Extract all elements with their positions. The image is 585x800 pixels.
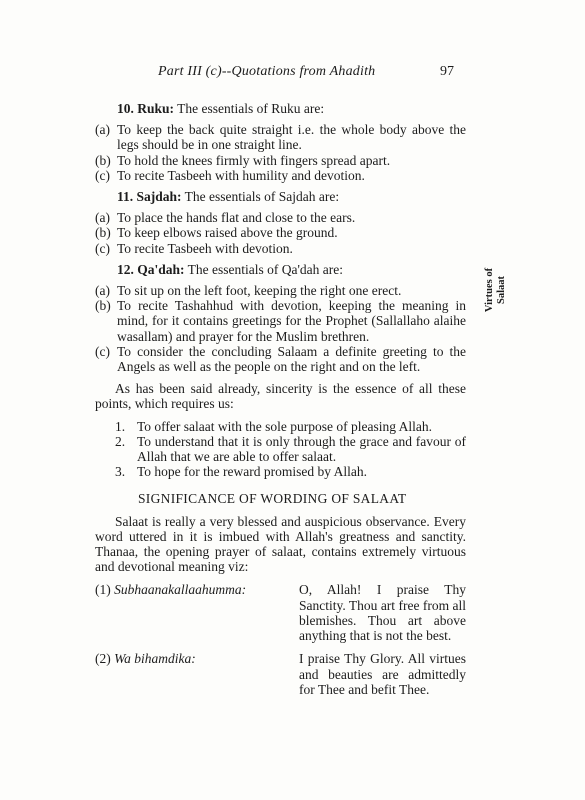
list-item-text: To keep the back quite straight i.e. the whole body above the legs should be in one straight line.: [117, 122, 466, 153]
list-item-text: To sit up on the left foot, keeping the right one erect.: [117, 283, 402, 299]
list-item-label: (c): [95, 343, 110, 359]
phrase-row: [95, 582, 466, 643]
sincerity-paragraph: As has been said already, sincerity is the essence of all these points, which requires us:: [95, 381, 466, 412]
list-item-text: To recite Tashahhud with devotion, keeping the meaning in mind, for it contains greetings for the Prophet (Sallallaho alaihe wasallam) and prayer for the Muslim brethren.: [117, 298, 466, 344]
list-item-label: (a): [95, 122, 110, 138]
section-heading-text: The essentials of Sajdah are:: [181, 189, 340, 205]
section-number: 10. Ruku:: [117, 101, 175, 116]
list-item-text: To place the hands flat and close to the ears.: [117, 210, 356, 226]
phrase-row: [95, 651, 466, 697]
list-item: [95, 283, 466, 298]
side-tab-line-2: Salaat: [496, 275, 508, 305]
numbered-item-label: 2.: [115, 433, 126, 449]
list-item: [95, 298, 466, 344]
list-item-text: To hold the knees firmly with fingers spread apart.: [117, 152, 391, 168]
numbered-item-text: To offer salaat with the sole purpose of pleasing Allah.: [137, 418, 432, 434]
section-number: 12. Qa'dah:: [117, 261, 185, 277]
phrase-term-text: Wa bihamdika:: [114, 651, 196, 667]
numbered-item-text: To understand that it is only through the grace and favour of Allah that we are able to offer salaat.: [137, 433, 466, 465]
numbered-item: [95, 419, 466, 434]
list-item-label: (c): [95, 167, 110, 183]
list-item-label: (b): [95, 152, 111, 168]
list-item: [95, 241, 466, 256]
numbered-item: [95, 434, 466, 464]
list-item: [95, 225, 466, 240]
list-item-label: (a): [95, 283, 110, 299]
list-item-text: To keep elbows raised above the ground.: [117, 225, 338, 241]
list-item-label: (c): [95, 240, 110, 256]
side-tab-line-1: Virtues of: [484, 267, 496, 313]
section-number: 11. Sajdah:: [117, 189, 182, 205]
list-item-text: To recite Tasbeeh with devotion.: [117, 240, 293, 256]
page-body: [95, 95, 466, 697]
numbered-item-text: To hope for the reward promised by Allah.: [137, 464, 367, 480]
page-number: 97: [440, 64, 454, 79]
phrase-meaning: O, Allah! I praise Thy Sanctity. Thou art free from all blemishes. Thou art above anything that is not the best.: [299, 582, 466, 644]
list-item-text: To consider the concluding Salaam a definite greeting to the Angels as well as the people on the right and on the left.: [117, 343, 466, 375]
phrase-meaning: I praise Thy Glory. All virtues and beauties are admittedly for Thee and befit Thee.: [299, 651, 466, 697]
section-title: SIGNIFICANCE OF WORDING OF SALAAT: [138, 491, 407, 507]
list-item: [95, 344, 466, 374]
phrase-term: [95, 651, 299, 697]
section-heading-text: The essentials of Ruku are:: [174, 101, 325, 116]
significance-paragraph: Salaat is really a very blessed and auspicious observance. Every word uttered in it is imbued with Allah's greatness and sanctity. Thanaa, the opening prayer of salaat, contains extremely virtuous and devotional meaning viz:: [95, 513, 466, 575]
list-item: [95, 210, 466, 225]
phrase-label: (2): [95, 651, 111, 667]
side-tab: [474, 254, 518, 326]
numbered-item: [95, 464, 466, 479]
numbered-item-label: 1.: [115, 418, 126, 434]
list-item: [95, 122, 466, 152]
list-item-text: To recite Tasbeeh with humility and devotion.: [117, 167, 365, 183]
list-item: [95, 153, 466, 168]
phrase-term: [95, 582, 299, 643]
running-header-title: Part III (c)--Quotations from Ahadith: [158, 64, 376, 79]
list-item-label: (b): [95, 225, 111, 241]
phrase-label: (1): [95, 582, 111, 598]
section-heading-qadah: [117, 262, 466, 277]
section-heading-sajdah: [117, 189, 466, 204]
list-item-label: (b): [95, 298, 111, 314]
list-item-label: (a): [95, 210, 110, 226]
list-item: [95, 168, 466, 183]
phrase-term-text: Subhaanakallaahumma:: [114, 582, 247, 598]
numbered-item-label: 3.: [115, 464, 126, 480]
section-heading-text: The essentials of Qa'dah are:: [184, 261, 344, 277]
section-heading-ruku: [117, 101, 466, 116]
